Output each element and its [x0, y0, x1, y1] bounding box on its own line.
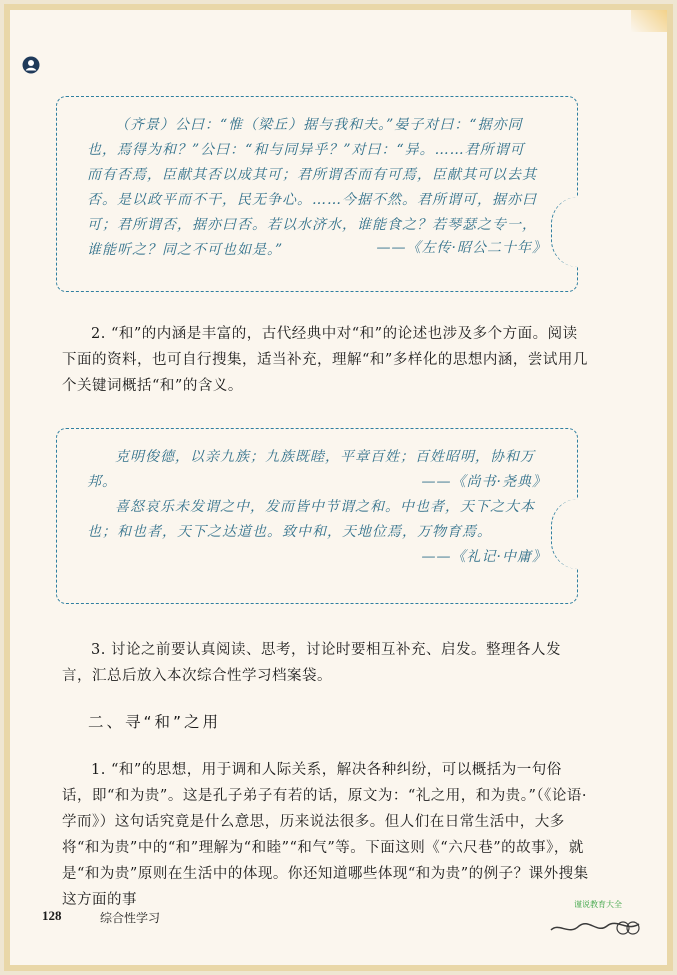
person-icon [22, 56, 40, 74]
quote-text-shangshu: 克明俊德，以亲九族；九族既睦，平章百姓；百姓昭明，协和万邦。 [87, 449, 535, 490]
quote-source-liji: ——《礼记·中庸》 [421, 549, 547, 565]
quote-text: （齐景）公曰：“惟（梁丘）据与我和夫。”晏子对曰：“据亦同也，焉得为和？”公曰：“和与同异乎？”对曰：“异。……君所谓可而有否焉，臣献其否以成其可；君所谓否而有可焉，臣献其可以去其否。是以政平而不干，民无争心。……今据不然。君所谓可，据亦曰可；君所谓否，据亦曰否。若以水济水，谁能食之？若琴瑟之专一，谁能听之？同之不可也如是。” [87, 117, 537, 258]
paragraph-4: 1. “和”的思想，用于调和人际关系，解决各种纠纷，可以概括为一句俗话，即“和为贵”。这是孔子弟子有若的话，原文为：“礼之用，和为贵。”（《论语·学而》）这句话究竟是什么意思，历来说法很多。但人们在日常生活中，大多将“和为贵”中的“和”理解为“和睦”“和气”等。下面这则《“六尺巷”的故事》，就是“和为贵”原则在生活中的体现。你还知道哪些体现“和为贵”的例子？课外搜集这方面的事 [62, 762, 589, 908]
quote-text-liji: 喜怒哀乐未发谓之中，发而皆中节谓之和。中也者，天下之大本也；和也者，天下之达道也。致中和，天地位焉，万物育焉。 [87, 499, 535, 540]
section-title: 二、寻“和”之用 [88, 713, 222, 731]
footer-label: 综合性学习 [100, 911, 161, 925]
corner-decoration [631, 10, 667, 32]
paragraph-3: 3. 讨论之前要认真阅读、思考，讨论时要相互补充、启发。整理各人发言，汇总后放入本次综合性学习档案袋。 [62, 642, 561, 684]
quote-source: ——《左传·昭公二十年》 [376, 240, 547, 256]
paragraph-2: 2. “和”的内涵是丰富的，古代经典中对“和”的论述也涉及多个方面。阅读下面的资料，也可自行搜集，适当补充，理解“和”多样化的思想内涵，尝试用几个关键词概括“和”的含义。 [62, 326, 588, 394]
quote-box-classics [56, 428, 578, 604]
quote-box-zuozhuan [56, 96, 578, 292]
page-number: 128 [42, 908, 62, 923]
watermark-text: 谨说教育大全 [574, 900, 622, 909]
quote-source-shangshu: ——《尚书·尧典》 [421, 474, 547, 490]
